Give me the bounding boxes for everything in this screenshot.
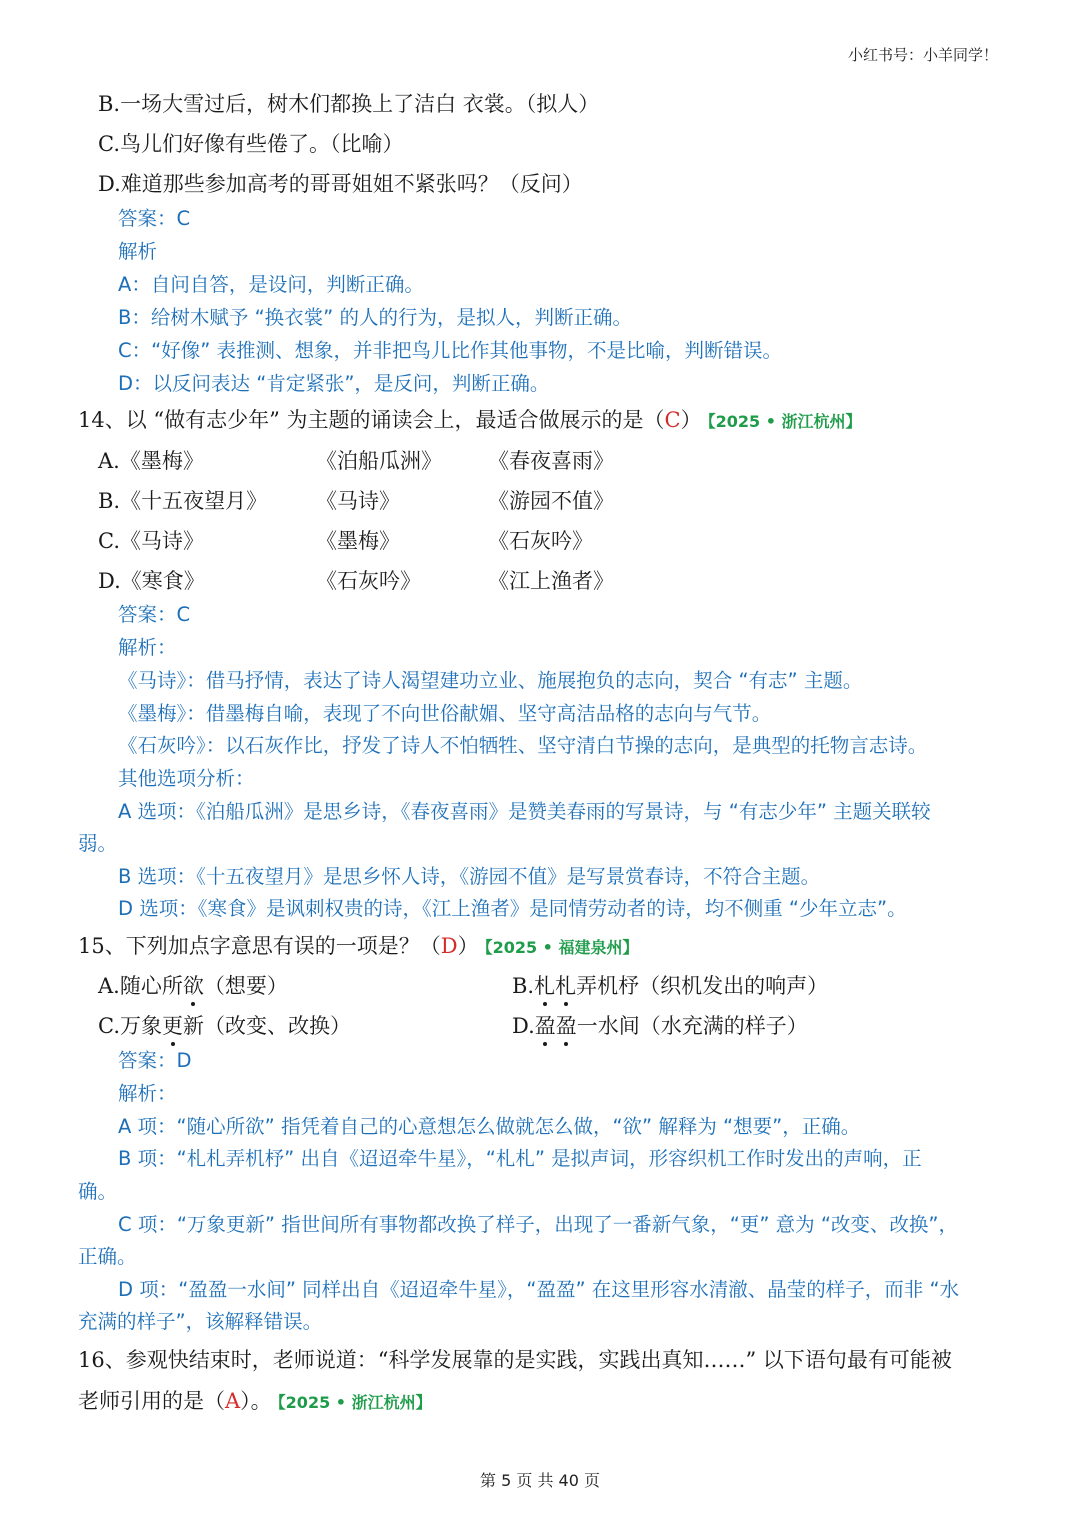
- q14-option-poem: 《石灰吟》: [488, 529, 593, 553]
- q14-option-poem: 《春夜喜雨》: [488, 449, 614, 473]
- q14-answer: 答案：C: [118, 603, 191, 626]
- emphasis-dot-char: 更: [162, 1010, 183, 1040]
- q14-analysis-line: 弱。: [78, 832, 118, 855]
- option-text: （想要）: [203, 974, 288, 998]
- q15-source-tag: 【2025 • 福建泉州】: [484, 938, 639, 957]
- emphasis-dot-char: 盈: [535, 1010, 556, 1040]
- q16-source-tag: 【2025 • 浙江杭州】: [277, 1393, 432, 1412]
- q14-option-row: [98, 565, 998, 595]
- q13-analysis-line: B：给树木赋予 “换衣裳” 的人的行为，是拟人，判断正确。: [118, 306, 632, 329]
- q14-option-poem: 《墨梅》: [316, 529, 400, 553]
- emphasis-dot-char: 盈: [556, 1010, 577, 1040]
- emphasis-dot-char: 札: [555, 970, 576, 1000]
- q16-answer-letter: A: [225, 1389, 241, 1413]
- q14-option-poem: C.《马诗》: [98, 529, 204, 553]
- option-text: C.万象: [98, 1014, 162, 1038]
- q15-analysis-title: 解析：: [118, 1082, 177, 1105]
- q14-option-poem: 《泊船瓜洲》: [316, 449, 442, 473]
- emphasis-dot-char: 欲: [183, 970, 204, 1000]
- q14-stem-text: 14、以 “做有志少年” 为主题的诵读会上，最适合做展示的是（: [78, 408, 665, 432]
- q14-analysis-line: B 选项：《十五夜望月》是思乡怀人诗，《游园不值》是写景赏春诗，不符合主题。: [118, 865, 821, 888]
- option-text: 新（改变、改换）: [183, 1014, 351, 1038]
- q14-option-poem: 《马诗》: [316, 489, 400, 513]
- q13-analysis-title: 解析: [118, 240, 158, 263]
- q16-stem-line2: [78, 1385, 432, 1415]
- q15-analysis-line: 充满的样子”，该解释错误。: [78, 1310, 323, 1333]
- q13-option-c: C.鸟儿们好像有些倦了。（比喻）: [98, 132, 404, 156]
- q15-option-b: [512, 970, 828, 1000]
- q15-option-c: [98, 1010, 351, 1040]
- q14-answer-letter: C: [664, 408, 681, 432]
- q15-stem-close: ）: [457, 934, 479, 958]
- q14-option-poem: 《江上渔者》: [488, 569, 614, 593]
- q14-option-row: [98, 445, 998, 475]
- option-text: 弄机杼（织机发出的响声）: [576, 974, 829, 998]
- q15-analysis-line: 确。: [78, 1180, 118, 1203]
- q14-analysis-line: D 选项：《寒食》是讽刺权贵的诗，《江上渔者》是同情劳动者的诗，均不侧重 “少年立志”。: [118, 897, 907, 920]
- q15-analysis-line: B 项：“札札弄机杼” 出自《迢迢牵牛星》，“札札” 是拟声词，形容织机工作时发出的声响，正: [118, 1147, 922, 1170]
- q15-option-a: [98, 970, 288, 1000]
- q13-option-d: D.难道那些参加高考的哥哥姐姐不紧张吗？（反问）: [98, 172, 583, 196]
- q16-stem-text: 老师引用的是（: [78, 1389, 225, 1413]
- q16-stem-line1: 16、参观快结束时，老师说道：“科学发展靠的是实践，实践出真知……” 以下语句最有可能被: [78, 1348, 952, 1372]
- q15-answer: 答案：D: [118, 1049, 192, 1072]
- q14-option-poem: D.《寒食》: [98, 569, 205, 593]
- q13-option-b: B.一场大雪过后，树木们都换上了洁白 衣裳。（拟人）: [98, 92, 600, 116]
- q15-stem: [78, 930, 638, 960]
- q14-option-poem: B.《十五夜望月》: [98, 489, 268, 513]
- emphasis-dot-char: 札: [534, 970, 555, 1000]
- q16-stem-close: ）。: [240, 1389, 272, 1413]
- q14-analysis-title: 解析：: [118, 636, 177, 659]
- q14-analysis-line: 《石灰吟》：以石灰作比，抒发了诗人不怕牺牲、坚守清白节操的志向，是典型的托物言志诗。: [118, 734, 928, 757]
- q14-analysis-line: 其他选项分析：: [118, 767, 255, 790]
- option-text: A.随心所: [98, 974, 183, 998]
- q14-source-tag: 【2025 • 浙江杭州】: [707, 412, 862, 431]
- option-text: 一水间（水充满的样子）: [576, 1014, 808, 1038]
- q13-analysis-line: D：以反问表达 “肯定紧张”，是反问，判断正确。: [118, 372, 550, 395]
- q14-option-poem: 《石灰吟》: [316, 569, 421, 593]
- q15-option-d: [512, 1010, 808, 1040]
- q13-analysis-line: C：“好像” 表推测、想象，并非把鸟儿比作其他事物，不是比喻，判断错误。: [118, 339, 783, 362]
- q15-answer-letter: D: [440, 934, 458, 958]
- q15-analysis-line: D 项：“盈盈一水间” 同样出自《迢迢牵牛星》，“盈盈” 在这里形容水清澈、晶莹的样子，而非 “水: [118, 1278, 960, 1301]
- q14-stem: [78, 404, 862, 434]
- q14-stem-close: ）: [680, 408, 702, 432]
- q13-answer: 答案：C: [118, 207, 191, 230]
- q14-analysis-line: 《马诗》：借马抒情，表达了诗人渴望建功立业、施展抱负的志向，契合 “有志” 主题。: [118, 669, 863, 692]
- page-footer: 第 5 页 共 40 页: [480, 1471, 600, 1490]
- q15-stem-text: 15、下列加点字意思有误的一项是？（: [78, 934, 441, 958]
- q15-analysis-line: 正确。: [78, 1245, 137, 1268]
- q15-analysis-line: A 项：“随心所欲” 指凭着自己的心意想怎么做就怎么做，“欲” 解释为 “想要”，正确。: [118, 1115, 861, 1138]
- q13-analysis-line: A：自问自答，是设问，判断正确。: [118, 273, 424, 296]
- q14-analysis-line: A 选项：《泊船瓜洲》是思乡诗，《春夜喜雨》是赞美春雨的写景诗，与 “有志少年” 主题关联较: [118, 800, 931, 823]
- q14-option-row: [98, 525, 998, 555]
- q14-option-poem: A.《墨梅》: [98, 449, 204, 473]
- option-text: B.: [512, 974, 535, 998]
- q14-option-poem: 《游园不值》: [488, 489, 614, 513]
- q14-analysis-line: 《墨梅》：借墨梅自喻，表现了不向世俗献媚、坚守高洁品格的志向与气节。: [118, 702, 772, 725]
- q15-analysis-line: C 项：“万象更新” 指世间所有事物都改换了样子，出现了一番新气象，“更” 意为 “改变、改换”，: [118, 1213, 959, 1236]
- q14-option-row: [98, 485, 998, 515]
- page-header: 小红书号：小羊同学！: [847, 46, 998, 64]
- option-text: D.: [512, 1014, 535, 1038]
